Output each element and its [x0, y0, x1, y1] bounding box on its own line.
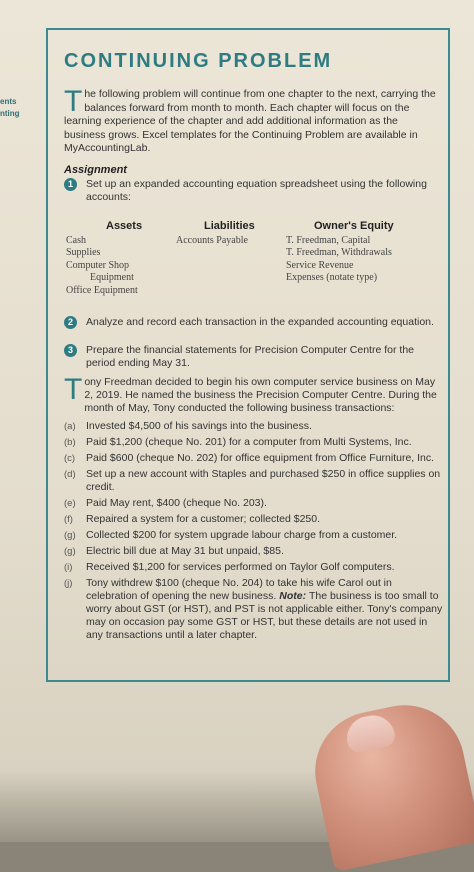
transaction-letter: (j) — [64, 578, 73, 589]
transaction-item — [64, 513, 444, 526]
assignment-heading: Assignment — [64, 164, 127, 176]
step-2-badge: 2 — [64, 316, 77, 329]
step-2-text: Analyze and record each transaction in the expanded accounting equation. — [86, 316, 434, 328]
transaction-text: Set up a new account with Staples and purchased $250 in office supplies on credit. — [86, 468, 441, 493]
margin-line-2: nting — [0, 109, 20, 118]
transaction-item — [64, 577, 444, 642]
step-1 — [64, 178, 438, 204]
transaction-text: Received $1,200 for services performed on Taylor Golf computers. — [86, 561, 395, 573]
equity-column — [286, 220, 394, 285]
transaction-text: Collected $200 for system upgrade labour charge from a customer. — [86, 529, 398, 541]
transaction-text: Repaired a system for a customer; collected $250. — [86, 513, 321, 525]
transaction-letter: (g) — [64, 530, 76, 541]
transaction-text: Invested $4,500 of his savings into the business. — [86, 420, 312, 432]
intro-paragraph — [64, 85, 442, 156]
step-3-text: Prepare the financial statements for Precision Computer Centre for the period ending May 31. — [86, 344, 414, 369]
liabilities-item: Accounts Payable — [176, 234, 248, 246]
equity-item: T. Freedman, Withdrawals — [286, 247, 392, 258]
story-text: ony Freedman decided to begin his own computer service business on May 2, 2019. He named the business the Precision Computer Centre. During the month of May, Tony conducted the following business transactions: — [84, 376, 437, 414]
liabilities-column — [176, 220, 255, 247]
transaction-letter: (a) — [64, 421, 76, 432]
equity-item: T. Freedman, Capital — [286, 234, 371, 246]
story-paragraph — [64, 373, 444, 415]
page-title: CONTINUING PROBLEM — [64, 50, 333, 72]
transaction-item — [64, 436, 444, 449]
transaction-item — [64, 420, 444, 433]
step-1-badge: 1 — [64, 178, 77, 191]
step-1-text: Set up an expanded accounting equation spreadsheet using the following accounts: — [86, 178, 427, 203]
assets-item: Cash — [66, 234, 86, 246]
story-dropcap: T — [64, 373, 83, 406]
assets-column — [66, 220, 142, 297]
assets-item: Supplies — [66, 247, 101, 258]
transaction-item — [64, 561, 444, 574]
transaction-letter: (d) — [64, 469, 76, 480]
transaction-letter: (e) — [64, 498, 76, 509]
transaction-text: Electric bill due at May 31 but unpaid, $85. — [86, 545, 284, 557]
intro-text: he following problem will continue from one chapter to the next, carrying the balances forward from month to month. Each chapter will focus on the learning experience of the chapter and add additional information as the business grows. Excel templates for the Continuing Problem are available in MyAccountingLab. — [64, 88, 436, 154]
transaction-item — [64, 545, 444, 558]
transaction-letter: (b) — [64, 437, 76, 448]
transaction-item — [64, 529, 444, 542]
note-label: Note: — [279, 590, 309, 602]
transaction-letter: (f) — [64, 514, 73, 525]
equity-item: Expenses (notate type) — [286, 272, 378, 283]
transaction-letter: (g) — [64, 546, 76, 557]
transaction-text: Paid $1,200 (cheque No. 201) for a computer from Multi Systems, Inc. — [86, 436, 412, 448]
transaction-text: Paid May rent, $400 (cheque No. 203). — [86, 497, 267, 509]
step-3 — [64, 344, 438, 370]
transaction-item — [64, 452, 444, 465]
assets-item: Computer Shop — [66, 259, 130, 271]
transaction-text: Tony withdrew $100 (cheque No. 204) to take his wife Carol out in celebration of opening the new business. — [86, 577, 392, 602]
equity-header: Owner's Equity — [314, 220, 394, 232]
assets-item: Equipment — [90, 272, 134, 283]
equity-item: Service Revenue — [286, 259, 354, 271]
margin-line-1: ents — [0, 97, 17, 106]
thumb-image — [304, 694, 474, 872]
transaction-text: Paid $600 (cheque No. 202) for office equipment from Office Furniture, Inc. — [86, 452, 435, 464]
assets-item: Office Equipment — [66, 284, 138, 296]
step-2 — [64, 316, 438, 329]
step-3-badge: 3 — [64, 344, 77, 357]
transaction-item — [64, 468, 444, 494]
transaction-list — [64, 420, 444, 645]
intro-dropcap: T — [64, 85, 83, 118]
transaction-letter: (c) — [64, 453, 76, 464]
assets-header: Assets — [106, 220, 143, 232]
accounts-table — [66, 220, 436, 310]
note-text: The business is too small to worry about GST (or HST), and PST is not applicable either. Tony's company may on occasion pay some GST or HST, but these details are not used in any transactions until a later chapter. — [86, 590, 443, 641]
previous-page-margin-text — [0, 96, 30, 120]
transaction-item — [64, 497, 444, 510]
liabilities-header: Liabilities — [204, 220, 255, 232]
transaction-letter: (i) — [64, 562, 73, 573]
